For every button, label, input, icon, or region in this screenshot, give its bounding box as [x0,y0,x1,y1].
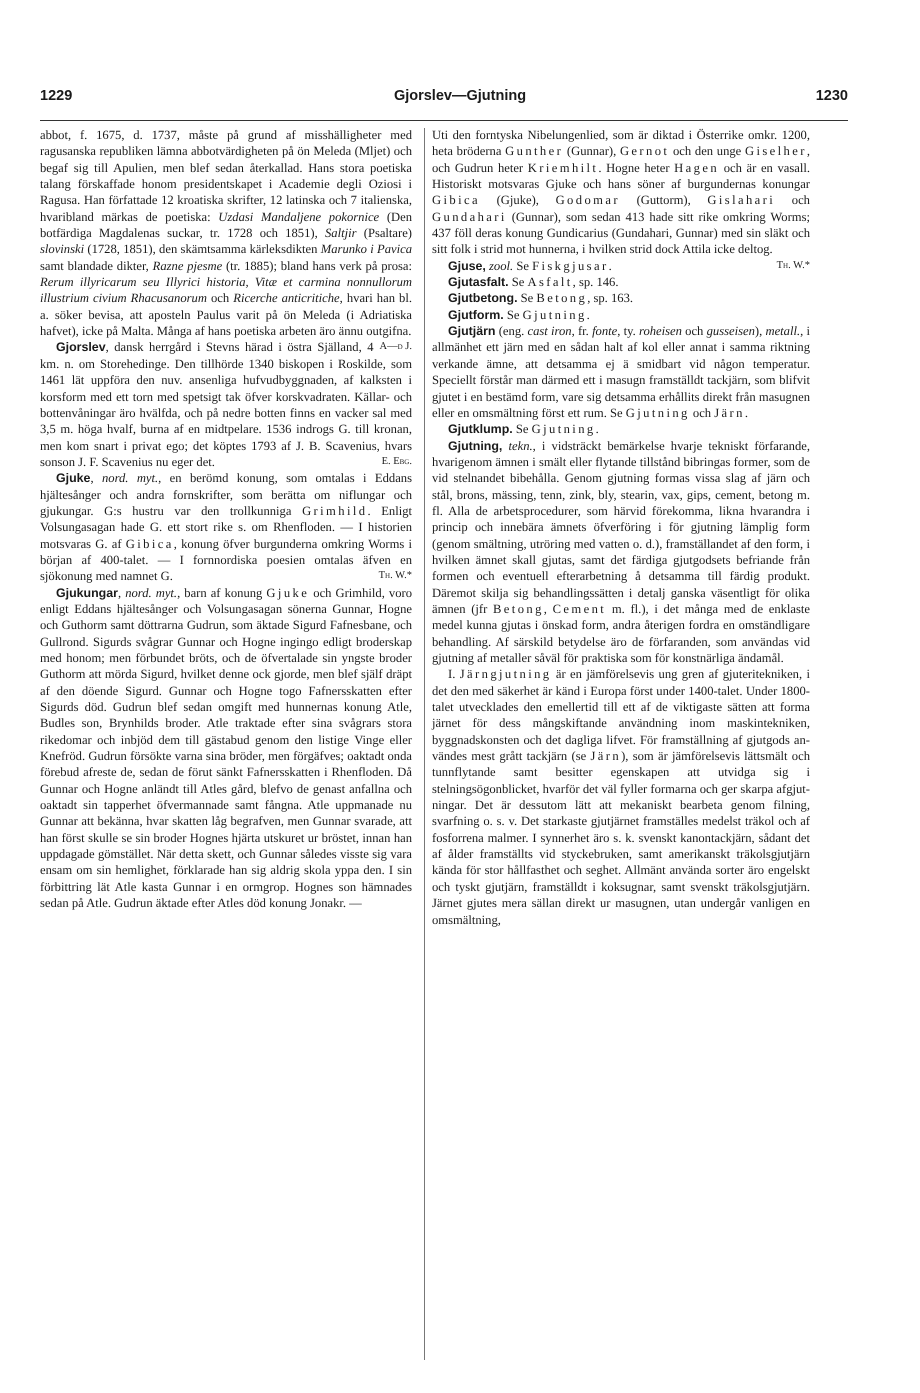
page-number-left: 1229 [40,88,73,104]
author-signature: Th. W.* [776,259,810,271]
author-signature: A—d J. [379,341,412,353]
author-signature: Th. W.* [378,570,412,582]
cross-reference: Järn [714,405,745,420]
headword: Gjutform. [448,307,504,322]
section-jarngjutning: I. Järngjutning är en jämförelsevis ung gren af gjuteritekniken, i det den med säkerhet är känd i Europa först under 1400-talet. Under 1800-talet utvecklades den emellertid till ett af de viktigaste sätten att forma järnet för dess mångskiftande användning inom maskintekniken, byggnadskonsten och det dagliga lifvet. För framställning af gjutgods användes mest grått tackjärn (se Järn), som är jämförelsevis lättsmält och tunnflytande samt besitter egenskapen att utvidga sig i stelningsögonblicket, hvarför det väl fyller formarna och ger skarpa afgjutningar. Det är dessutom lätt att mekaniskt bearbeta genom filning, svarfning o. s. v. Det starkaste gjutjärnet framställes medelst träkol och af fosforrena malmer. I synnerhet äro s. k. svenskt kanontackjärn, sådant det af ålder framställts vid styckebruken, samt amerikanskt träkolsgjutjärn kända för stor hållfasthet och seghet. Allmänt använda sorter äro engelskt och tyskt gjutjärn, framställdt i koksugnar, samt svenskt träkolsgjutjärn. Järnet gjutes mera sällan direkt ur masugnen, utan undergår vanligen en omsmältning, [432,667,811,927]
cross-reference: Cement [552,601,607,616]
cross-reference: Betong [493,601,544,616]
entry-gjuse: Gjuse, zool. Se Fiskgjusar. [448,258,612,273]
column-divider [424,128,425,1360]
entry-gjorslev: Gjorslev, dansk herrgård i Stevns härad i östra Själland, 4 km. n. om Storehedinge. Den tillhörde 1340 biskopen i Roskilde, som 1461 lät uppföra den nuv. ansenliga hufvudbyggnaden, af kalksten i korsform med ett torn med spetsigt tak öfver korskvadraten. Källar- och bottenvåningar äro hvälfda, och på nedre botten finns en vacker sal med 3,5 m. höga hvalf, burna af en midtpelare. 1536 indrogs G. till kronan, men kom snart i privat ego; det köptes 1793 af J. B. Scavenius, hvars sonson J. F. Scavenius nu eger det. E. Ebg. [40,340,412,469]
entry-gjukungar: Gjukungar, nord. myt., barn af konung Gjuke och Grimhild, voro enligt Eddans hjältesånger och Volsungasagan sönerna Gunnar, Hogne och Guthorm samt döttrarna Gudrun, som äktade Sigurd Fafnesbane, och Gullrond. Sigurds svågrar Gunnar och Hogne ingingo edligt broderskap med honom; men förbundet bröts, och de öfvertalade sin yngste broder Guthorm att mörda Sigurd, hvilket denne ock gjorde, men blef själf dräpt af den döende Sigurd. Gunnar och Hogne togo Fafnersskatten efter Sigurds död. Gudrun blef sedan omgift med hunnernas konung Atle, Budles son, Brynhilds broder. Atle traktade efter sina svågrars stora rikedomar och inbjöd dem till gästabud genom den listige Vinge eller Knefröd. Gudrun försökte varna sina bröder, men förgäfves; oaktadt onda förebud afreste de, sedan de förut sänkt Fafnersskatten i Rhenfloden. Då Gunnar och Hogne anländt till Atles gård, blefvo de genast anfallna och oaktadt sin tapperhet öfvermannade samt fångna. Atle uppmanade nu Gunnar att bekänna, hvar skatten låg begrafven, men Gunnar svarade, att han först skulle se sin broder Hognes hjärta utskuret ur bröstet, innan han uppdagade gömstället. När detta skett, och Gunnar således visste sig vara ensam om sin hemlighet, förklarade han sig aldrig skola yppa den. I sin förbittring lät Atle kasta Gunnar i en ormgrop. Hognes son hämnades sedan på Atle. Gudrun äktade efter Atles död konung Jonakr. — [40,585,412,911]
cross-reference: Gjutning [531,422,596,437]
headword: Gjutasfalt. [448,275,509,290]
cross-reference: Fiskgjusar [532,258,609,273]
entry-gjutbetong: Gjutbetong. Se Betong, sp. 163. [448,291,634,306]
entry-gjutklump: Gjutklump. Se Gjutning. [448,422,599,437]
headword: Gjorslev [56,340,106,355]
headword: Gjukungar [56,585,118,600]
cross-reference: Asfalt [527,275,573,290]
running-title: Gjorslev—Gjutning [393,88,527,104]
headword: Gjutning, [448,438,503,453]
cross-reference: Gjutning [522,307,587,322]
headword: Gjuke [56,471,91,486]
right-column [432,127,810,928]
headword: Gjuse, [448,258,486,273]
author-signature: E. Ebg. [381,455,412,467]
entry-continuation-left: abbot, f. 1675, d. 1737, måste på grund af misshälligheter med ragusanska republiken lämna abbotvärdigheten på ön Meleda (Mljet) och begaf sig till Apulien, men blef sedan återkallad. Hans stora poetiska talang förskaffade honom presidentskapet i Academie degli Oziosi i Ragusa. Han författade 12 kroatiska skrifter, 12 latinska och 7 italienska, hvaribland märkas de poetiska: Uzdasi Mandaljene pokornice (Den botfärdiga Magdalenas suckar, tr. 1728 och 1851), Saltjir (Psaltare) slovinski (1728, 1851), den skämtsamma kärleksdikten Marunko i Pavica samt blandade dikter, Razne pjesme (tr. 1885); bland hans verk på prosa: Rerum illyricarum seu Illyrici historia, Vitæ et carmina nonnullorum illustrium civium Rhacusanorum och Ricerche anticritiche, hvari han bl. a. söker bevisa, att aposteln Paulus varit på ön Meleda (i Adriatiska hafvet), icke på Malta. Många af hans poetiska arbeten äro ännu outgifna. A—d J. [40,127,412,339]
entry-gjuke: Gjuke, nord. myt., en berömd konung, som omtalas i Eddans hjältesånger och andra fornskrifter, som berätta om niflungar och gjukungar. G:s hustru var den trollkunniga Grimhild. Enligt Volsungasagan hade G. ett stort rike s. om Rhenfloden. — I historien motsvaras G. af Gibica, konung öfver burgunderna omkring Worms i början af 400-talet. — I fornnordiska poesien omtalas äfven en sjökonung med namnet G. Th. W.* [40,471,412,584]
header-rule [40,120,848,121]
page-header [0,88,920,112]
headword: Gjutklump. [448,422,513,437]
headword: Gjutjärn [448,324,496,339]
entry-gjutasfalt: Gjutasfalt. Se Asfalt, sp. 146. [448,275,619,290]
entry-gjutning: Gjutning, tekn., i vidsträckt bemärkelse hvarje tekniskt förfarande, hvarigenom ämnen i smält eller flytande tillstånd bibringas former, som de vid stelnandet bibehålla. Genom gjutning formas vissa slag af järn och stål, brons, mässing, tenn, zink, bly, stearin, vax, gips, cement, betong m. fl. Alla de arbetsprocedurer, som härvid förekomma, likna hvarandra i princip och innebära ämnets öfverföring i för gjutning lämplig form (genom smältning, utröring med vatten o. d.), framställandet af den form, i hvilken ämnet skall gjutas, samt det färdiga gjutgodsets befriande från formen och eventuell efterarbetning å detsamma till färdig produkt. Däremot skilja sig behandlingssätten i detalj ganska väsentligt för olika ämnen (jfr Betong, Cement m. fl.), i det många med de enklaste medel kunna gjutas i önskad form, andra återigen fordra en omständligare behandling. Af särskild betydelse äro de förfaranden, som användas vid gjutning af metaller såväl för praktiska som för konstnärliga ändamål. [432,438,810,665]
headword: Gjutbetong. [448,291,518,306]
cross-reference: Järn [590,749,622,764]
cross-reference: Gjutning [625,405,690,420]
page-number-right: 1230 [815,88,848,104]
entry-gjutform: Gjutform. Se Gjutning. [448,307,590,322]
left-column [40,127,412,912]
entry-gjutjarn: Gjutjärn (eng. cast iron, fr. fonte, ty. roheisen och gusseisen), metall., i allmänhet ett järn med en sådan halt af kol eller annat i samma riktning verkande ämne, att detsamma ej ä smidbart vid någon temperatur. Speciellt förstår man därmed ett i masugn framställdt tackjärn, som blifvit gjutet i en bestämd form, vare sig detsamma erhållits direkt från masugnen eller en omsmältning först ett rum. Se Gjutning och Järn. [432,324,810,420]
cross-reference: Betong [536,291,588,306]
entry-continuation-right: Uti den forntyska Nibelungenlied, som är diktad i Österrike omkr. 1200, heta bröderna Gunther (Gunnar), Gernot och den unge Giselher, och Gudrun heter Kriemhilt. Hogne heter Hagen och är en vasall. Historiskt motsvaras Gjuke och hans söner af burgundernas konungar Gibica (Gjuke), Godomar (Guttorm), Gislahari och Gundahari (Gunnar), som sedan 413 hade sitt rike omkring Worms; 437 föll deras konung Gundicarius (Gundahari, Gunnar) med sin släkt och sitt folk i strid mot hunnerna, i hvilken strid dock Attila icke deltog. Th. W.* [432,127,810,258]
